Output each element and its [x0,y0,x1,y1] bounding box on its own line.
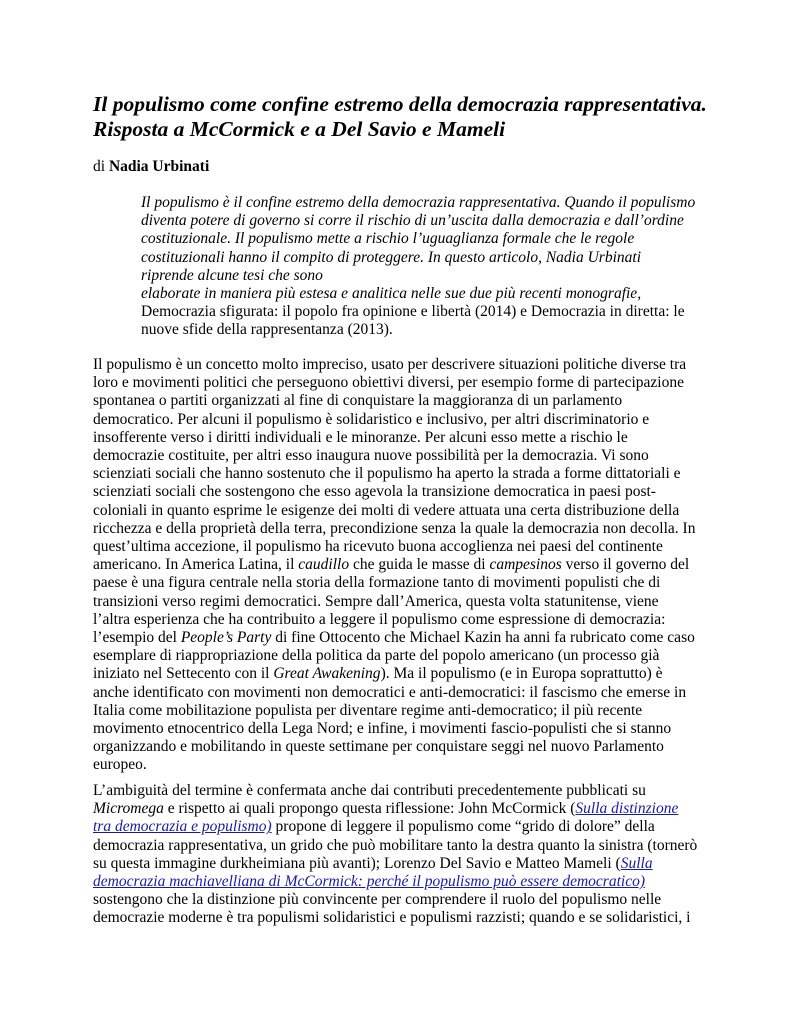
text-run: propone di leggere il populismo come “grido di dolore” della [271,818,655,836]
paragraph-line: movimento etnocentrico della Lega Nord; e infine, i movimenti fascio-populisti che si stanno [93,720,672,738]
abstract-line: Democrazia sfigurata: il popolo fra opinione e libertà (2014) e Democrazia in diretta: le [141,303,685,321]
paragraph-line: paese è una figura centrale nella storia della formazione tanto di movimenti populisti che di [93,574,661,592]
abstract-line: costituzionali hanno il compito di proteggere. In questo articolo, Nadia Urbinati [141,248,641,266]
abstract-line: nuove sfide della rappresentanza (2013). [141,321,393,339]
paragraph-line: democrazie costituite, per altri esso inaugura nuove possibilità per la democrazia. Vi sono [93,447,649,465]
text-run: su questa immagine durkheimiana più avanti); Lorenzo Del Savio e Matteo Mameli ( [93,854,621,872]
body-paragraph-2 [93,782,713,928]
paragraph-line: organizzando e mobilitando in queste settimane per conquistare seggi nel nuovo Parlamento [93,738,664,756]
link-mccormick-article[interactable]: Sulla distinzione [575,800,679,818]
paragraph-line [93,556,713,574]
abstract-line: Il populismo è il confine estremo della democrazia rappresentativa. Quando il populismo [141,194,696,211]
text-run: iniziato nel Settecento con il [93,665,274,683]
term-great-awakening: Great Awakening [273,665,381,683]
abstract-line: diventa potere di governo si corre il rischio di un’uscita dalla democrazia e dall’ordine [141,212,684,230]
title-line-1: Il populismo come confine estremo della democrazia rappresentativa. [93,92,707,116]
text-run: l’esempio del [93,629,181,647]
paragraph-line: transizioni verso regimi democratici. Sempre dall’America, questa volta statunitense, viene [93,592,659,610]
text-run: di fine Ottocento che Michael Kazin ha anni fa rubricato come caso [271,629,695,647]
paragraph-line: coloniali in quanto esprime le esigenze dei molti di vedere attuata una certa distribuzione della [93,501,680,519]
body-paragraph-1 [93,356,713,775]
text-run: americano. In America Latina, il [93,556,299,574]
paragraph-line: L’ambiguità del termine è confermata anche dai contributi precedentemente pubblicati su [93,782,646,799]
paragraph-line: scienziati sociali che sostengono che esso agevola la transizione democratica in paesi post- [93,483,656,501]
paragraph-line [93,818,713,836]
abstract-line: riprende alcune tesi che sono [141,266,323,284]
abstract-line: costituzionale. Il populismo mette a rischio l’uguaglianza formale che le regole [141,230,635,248]
text-run: che guida le masse di [349,556,490,574]
paragraph-line: scienziati sociali che hanno sostenuto che il populismo ha aperto la strada a forme dittatoriali e [93,465,681,483]
paragraph-line: insofferente verso i diritti individuali e le minoranze. Per alcuni esso mette a rischio le [93,428,628,446]
term-micromega: Micromega [93,800,164,818]
paragraph-line: sostengono che la distinzione più convincente per comprendere il ruolo del populismo nelle [93,891,662,909]
term-caudillo: caudillo [298,556,350,574]
paragraph-line: europeo. [93,756,147,774]
paragraph-line [93,873,713,891]
link-mccormick-article-cont[interactable]: tra democrazia e populismo) [93,818,272,836]
title-line-2: Risposta a McCormick e a Del Savio e Mameli [93,117,506,141]
link-del-savio-mameli-article[interactable]: Sulla [620,854,653,872]
abstract-line: elaborate in maniera più estesa e analitica nelle sue due più recenti monografie, [141,285,642,303]
paragraph-line: Il populismo è un concetto molto impreciso, usato per descrivere situazioni politiche diverse tra [93,356,687,373]
byline-prefix: di [93,158,106,175]
abstract [141,194,721,340]
text-run: ). Ma il populismo (e in Europa soprattutto) è [380,665,663,683]
link-del-savio-mameli-article-cont[interactable]: democrazia machiavelliana di McCormick: perché il populismo può essere democratico) [93,873,645,891]
text-run: verso il governo del [561,556,690,574]
paragraph-line: Italia come mobilitazione populista per diventare regime anti-democratico; il più recente [93,701,643,719]
paragraph-line [93,855,713,873]
term-peoples-party: People’s Party [180,629,272,647]
paragraph-line: democrazie moderne è tra populismi solidaristici e populismi razzisti; quando e se solidaristici, i [93,909,691,927]
paragraph-line: loro e movimenti politici che perseguono obiettivi diversi, per esempio forme di partecipazione [93,374,684,392]
paragraph-line: l’altra esperienza che ha contribuito a leggere il populismo come espressione di democrazia: [93,610,666,628]
paragraph-line: esemplare di riappropriazione della politica da parte del popolo americano (un processo già [93,647,660,665]
paragraph-line [93,800,713,818]
term-campesinos: campesinos [489,556,562,574]
text-run: e rispetto ai quali propongo questa riflessione: John McCormick ( [163,800,576,818]
author-name: Nadia Urbinati [108,158,210,175]
paragraph-line: ricchezza e della proprietà della terra, precondizione senza la quale la democrazia non decolla. In [93,519,696,537]
paragraph-line: democrazia rappresentativa, un grido che può mobilitare tanto la destra quanto la sinistra (tornerò [93,836,698,854]
paragraph-line [93,665,713,683]
paragraph-line [93,629,713,647]
paragraph-line: spontanea o partiti organizzati al fine di conquistare la maggioranza di un parlamento [93,392,623,410]
article-title [93,92,733,142]
paragraph-line: quest’ultima accezione, il populismo ha ricevuto buona accoglienza nei paesi del continente [93,538,663,556]
paragraph-line: democratico. Per alcuni il populismo è solidaristico e inclusivo, per altri discriminatorio e [93,410,650,428]
byline [93,158,209,176]
paragraph-line: anche identificato con movimenti non democratici e anti-democratici: il fascismo che emerse in [93,683,687,701]
